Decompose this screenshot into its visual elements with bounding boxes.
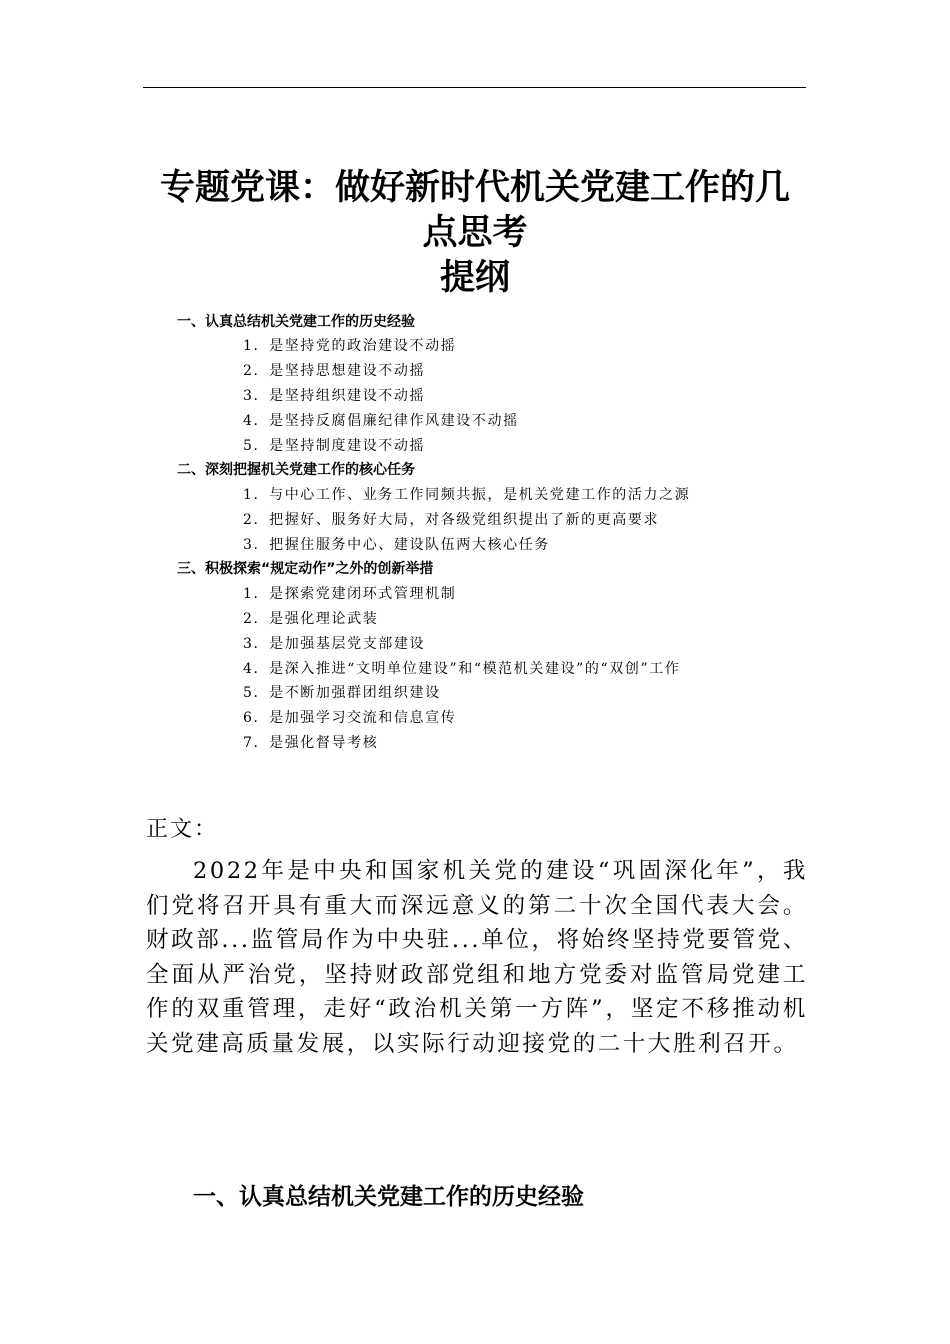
header-rule bbox=[143, 87, 806, 88]
outline-item: 2．是坚持思想建设不动摇 bbox=[243, 363, 426, 379]
outline-item: 3．把握住服务中心、建设队伍两大核心任务 bbox=[243, 537, 550, 553]
outline-section-2-heading: 二、深刻把握机关党建工作的核心任务 bbox=[177, 462, 415, 478]
outline-item: 1．是探索党建闭环式管理机制 bbox=[243, 586, 457, 602]
outline-item: 5．是坚持制度建设不动摇 bbox=[243, 438, 426, 454]
outline-item: 4．是坚持反腐倡廉纪律作风建设不动摇 bbox=[243, 413, 519, 429]
outline-item: 2．把握好、服务好大局，对各级党组织提出了新的更高要求 bbox=[243, 512, 660, 528]
outline-item: 2．是强化理论武装 bbox=[243, 611, 379, 627]
body-label: 正文： bbox=[146, 817, 219, 842]
outline-item: 6．是加强学习交流和信息宣传 bbox=[243, 710, 457, 726]
outline-section-3-heading: 三、积极探索“规定动作”之外的创新举措 bbox=[177, 561, 434, 577]
outline-item: 5．是不断加强群团组织建设 bbox=[243, 685, 441, 701]
outline-item: 4．是深入推进“文明单位建设”和“模范机关建设”的“双创”工作 bbox=[243, 661, 681, 677]
title-line-2: 点思考 bbox=[422, 213, 528, 253]
section-heading: 一、认真总结机关党建工作的历史经验 bbox=[193, 1184, 584, 1210]
outline-subtitle: 提纲 bbox=[439, 258, 510, 298]
outline-section-1-heading: 一、认真总结机关党建工作的历史经验 bbox=[177, 314, 415, 330]
outline-item: 7．是强化督导考核 bbox=[243, 735, 379, 751]
outline-item: 1．与中心工作、业务工作同频共振，是机关党建工作的活力之源 bbox=[243, 487, 691, 503]
body-paragraph: 2022年是中央和国家机关党的建设“巩固深化年”，我们党将召开具有重大而深远意义的第二十次全国代表大会。财政部...监管局作为中央驻...单位，将始终坚持党要管党、全面从严治党，坚持财政部党组和地方党委对监管局党建工作的双重管理，走好“政治机关第一方阵”，坚定不移推动机关党建高质量发展，以实际行动迎接党的二十大胜利召开。 bbox=[146, 858, 808, 1057]
outline-item: 3．是坚持组织建设不动摇 bbox=[243, 388, 426, 404]
outline-item: 3．是加强基层党支部建设 bbox=[243, 636, 426, 652]
document-title bbox=[140, 166, 810, 301]
outline-item: 1．是坚持党的政治建设不动摇 bbox=[243, 338, 457, 354]
title-line-1: 专题党课：做好新时代机关党建工作的几 bbox=[159, 168, 790, 208]
